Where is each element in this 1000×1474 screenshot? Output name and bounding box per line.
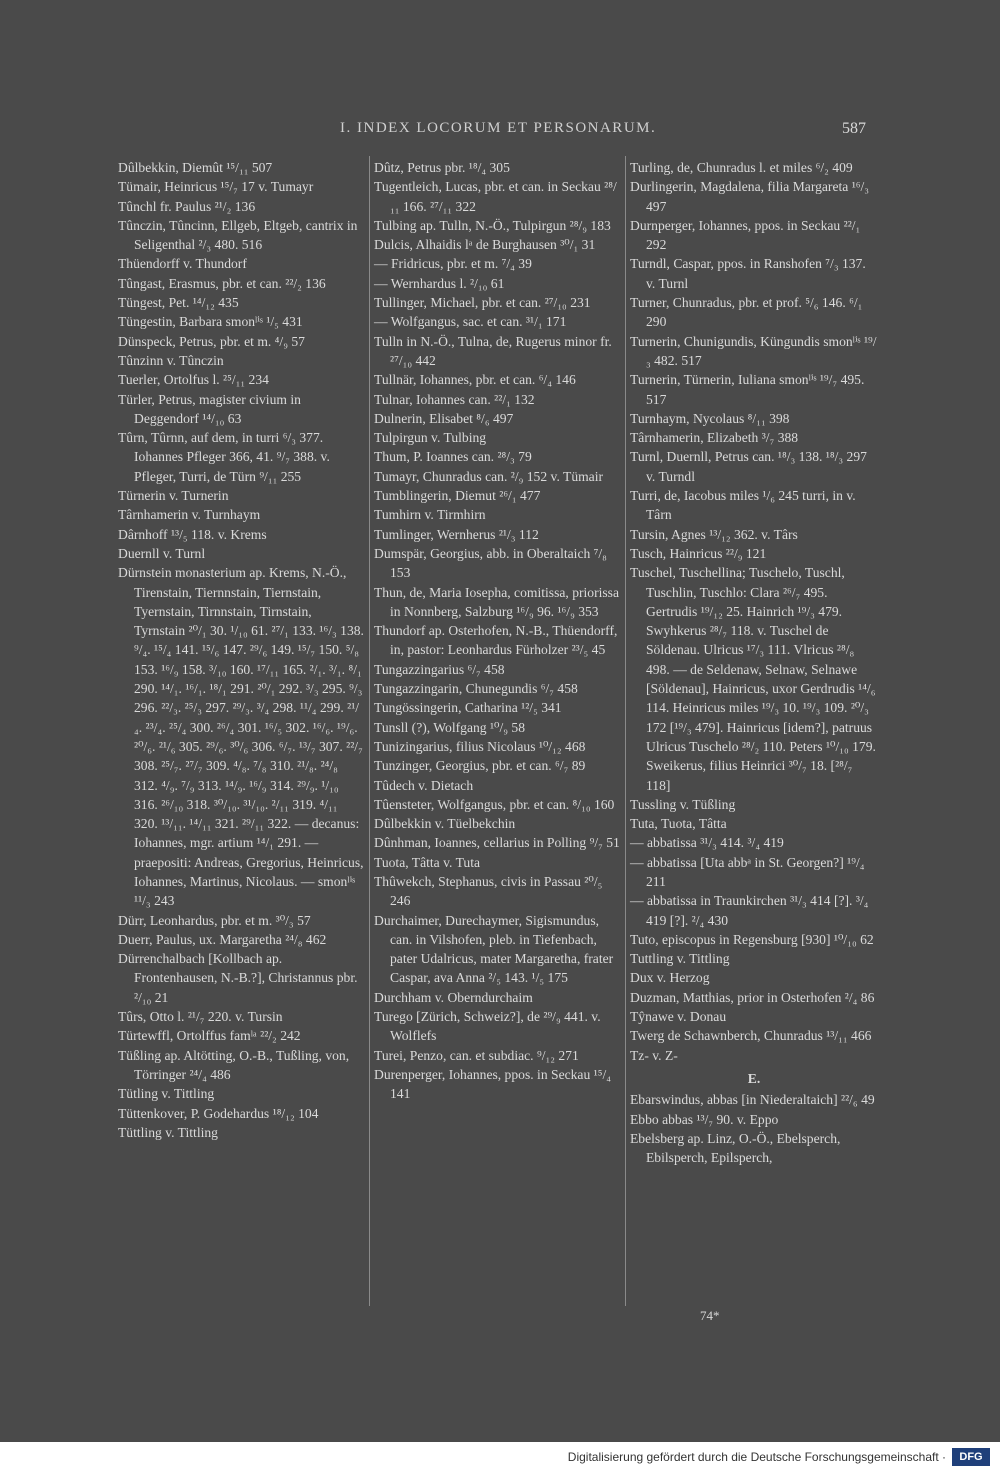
index-entry: Dürr, Leonhardus, pbr. et m. ³⁰/₃ 57 [118,912,311,928]
index-entry: Dux v. Herzog [630,970,710,986]
index-entry: Tulpirgun v. Tulbing [374,430,487,446]
index-column-1 [118,158,364,1142]
index-entry: Tuttling v. Tittling [630,951,730,967]
sheet-signature: 74* [700,1308,720,1323]
index-entry: Dûlbekkin, Diemût ¹⁵/₁₁ 507 [118,160,273,175]
index-entry: Tungazzingarius ⁶/₇ 458 [374,661,505,677]
index-entry: Tugentleich, Lucas, pbr. et can. in Seckau ²⁸/₁₁ 166. ²⁷/₁₁ 322 [374,179,617,214]
index-entry: Durchham v. Oberndurchaim [374,989,533,1005]
index-entry: Dulnerin, Elisabet ⁸/₆ 497 [374,410,514,426]
page-header [0,120,1000,142]
index-entry: Tûensteter, Wolfgangus, pbr. et can. ⁸/₁₀ 160 [374,796,615,812]
index-entry: Tüttling v. Tittling [118,1124,218,1140]
index-entry: — Wolfgangus, sac. et can. ³¹/₁ 171 [374,314,567,330]
index-entry: Tûnzinn v. Tûnczin [118,352,224,368]
index-entry: — Wernhardus l. ²/₁₀ 61 [374,275,505,291]
index-entry: Turner, Chunradus, pbr. et prof. ⁵/₆ 146. ⁶/₁ 290 [630,295,863,330]
index-entry: Ebelsberg ap. Linz, O.-Ö., Ebelsperch, Ebilsperch, Epilsperch, [630,1130,841,1166]
index-entry: Durnperger, Iohannes, ppos. in Seckau ²²/₁ 292 [630,217,861,253]
index-entry: Tüßling ap. Altötting, O.-B., Tußling, von, Törringer ²⁴/₄ 486 [118,1047,350,1082]
index-entry: Tûnchl fr. Paulus ²¹/₂ 136 [118,198,256,214]
funding-notice: Digitalisierung gefördert durch die Deutsche Forschungsgemeinschaft · [567,1450,946,1464]
index-entry: Dârnhoff ¹³/₅ 118. v. Krems [118,526,267,542]
index-entry: Thüendorff v. Thundorf [118,256,247,272]
index-entry: Tunzinger, Georgius, pbr. et can. ⁶/₇ 89 [374,758,586,774]
index-entry: — Fridricus, pbr. et m. ⁷/₄ 39 [374,256,532,272]
index-entry: Thûwekch, Stephanus, civis in Passau ²⁰/₅ 246 [374,873,603,909]
index-entry: Tŷnawe v. Donau [630,1009,727,1025]
index-entry: — abbatissa ³¹/₃ 414. ³/₄ 419 [630,835,784,851]
index-entry: Târnhamerin v. Turnhaym [118,507,261,523]
index-entry: Tusch, Hainricus ²²/₉ 121 [630,545,767,561]
index-entry: Dûlbekkin v. Tüelbekchin [374,816,516,832]
index-entry: Turling, de, Chunradus l. et miles ⁶/₂ 409 [630,160,853,175]
index-entry: Turnerin, Türnerin, Iuliana smonˡⁱˢ ¹⁹/₇ 495. 517 [630,372,865,407]
index-entry: Turri, de, Iacobus miles ¹/₆ 245 turri, in v. Târn [630,488,856,523]
index-entry: Dürrenchalbach [Kollbach ap. Frontenhausen, N.-B.?], Christannus pbr. ²/₁₀ 21 [118,951,358,1005]
index-entry: Tumayr, Chunradus can. ²/₉ 152 v. Tümair [374,468,604,484]
index-entry: Turego [Zürich, Schweiz?], de ²⁹/₉ 441. v. Wolflefs [374,1009,601,1044]
index-entry: Tulln in N.-Ö., Tulna, de, Rugerus minor fr. ²⁷/₁₀ 442 [374,333,612,368]
index-column-2 [374,158,620,1104]
column-divider [369,156,370,1306]
index-entry: Tuta, Tuota, Tâtta [630,816,727,832]
index-entry: Tüttenkover, P. Godehardus ¹⁸/₁₂ 104 [118,1105,319,1121]
index-entry: Tümair, Heinricus ¹⁵/₇ 17 v. Tumayr [118,179,314,195]
index-entry: Türler, Petrus, magister civium in Deggendorf ¹⁴/₁₀ 63 [118,391,301,426]
index-entry: Türtewffl, Ortolffus famˡᵃ ²²/₂ 242 [118,1028,301,1044]
index-entry: Duernll v. Turnl [118,545,206,561]
index-entry: Tûdech v. Dietach [374,777,474,793]
index-entry: Tûrn, Tûrnn, auf dem, in turri ⁶/₃ 377. Iohannes Pfleger 366, 41. ⁹/₇ 388. v. Pfleger, Turri, de Türn ⁹/₁₁ 255 [118,430,330,484]
index-entry: Türnerin v. Turnerin [118,488,229,504]
index-entry: — abbatissa [Uta abbᵃ in St. Georgen?] ¹⁹/₄ 211 [630,854,865,889]
index-entry: Tüngest, Pet. ¹⁴/₁₂ 435 [118,295,239,311]
index-entry: Tungössingerin, Catharina ¹²/₅ 341 [374,700,562,716]
index-entry: Tuerler, Ortolfus l. ²⁵/₁₁ 234 [118,372,269,388]
index-entry: Tullinger, Michael, pbr. et can. ²⁷/₁₀ 231 [374,295,591,311]
index-entry: Tütling v. Tittling [118,1086,215,1102]
index-entry: Turei, Penzo, can. et subdiac. ⁹/₁₂ 271 [374,1047,579,1063]
index-entry: Ebbo abbas ¹³/₇ 90. v. Eppo [630,1111,779,1127]
index-entry: Thun, de, Maria Iosepha, comitissa, priorissa in Nonnberg, Salzburg ¹⁶/₉ 96. ¹⁶/₉ 353 [374,584,620,619]
index-entry: Tûnczin, Tûncinn, Ellgeb, Eltgeb, cantrix in Seligenthal ²/₃ 480. 516 [118,217,358,253]
index-entry: Thundorf ap. Osterhofen, N.-B., Thüendorff, in, pastor: Leonhardus Fürholzer ²³/₅ 45 [374,623,618,658]
dfg-logo-icon: DFG [952,1448,990,1466]
index-entry: Tulbing ap. Tulln, N.-Ö., Tulpirgun ²⁸/₉ 183 [374,217,611,233]
index-entry: Twerg de Schawnberch, Chunradus ¹³/₁₁ 466 [630,1028,872,1044]
index-entry: Tüngestin, Barbara smonˡⁱˢ ¹/₅ 431 [118,314,303,330]
index-entry: Durlingerin, Magdalena, filia Margareta ¹⁶/₃ 497 [630,179,870,214]
index-entry: Tullnär, Iohannes, pbr. et can. ⁶/₄ 146 [374,372,576,388]
funding-footer [0,1442,1000,1474]
index-entry: Dulcis, Alhaidis lᵃ de Burghausen ³⁰/₁ 31 [374,237,596,253]
index-entry: Tumblingerin, Diemut ²⁶/₁ 477 [374,488,541,504]
index-entry: Tussling v. Tüßling [630,796,736,812]
index-entry: Dürnstein monasterium ap. Krems, N.-Ö., Tirenstain, Tiernnstain, Tiernstain, Tyernstain, Tirnnstain, Tirnstain, Tyrnstain ²⁰/₁ 30. ¹/₁₀ 61. ²⁷/₁ 133. ¹⁶/₃ 138. ⁹/₄. ¹⁵/₄ 141. ¹⁵/₆ 147. ²⁹/₆ 149. ¹⁵/₇ 150. ⁵/₈ 153. ¹⁶/₉ 158. ³/₁₀ 160. ¹⁷/₁₁ 165. ²/₁. ³/₁. ⁸/₁ 290. ¹⁴/₁. ¹⁶/₁. ¹⁸/₁ 291. ²⁰/₁ 292. ³/₃ 295. ⁹/₃ 296. ²²/₃. ²⁵/₃ 297. ²⁹/₃. ³/₄ 298. ¹¹/₄ 299. ²¹/₄. ²³/₄. ²⁵/₄ 300. ²⁶/₄ 301. ¹⁶/₅ 302. ¹⁶/₆. ¹⁹/₆. ²⁰/₆. ²¹/₆ 305. ²⁹/₆. ³⁰/₆ 306. ⁶/₇. ¹³/₇ 307. ²²/₇ 308. ²⁵/₇. ²⁷/₇ 309. ⁴/₈. ⁷/₈ 310. ²¹/₈. ²⁴/₈ 312. ⁴/₉. ⁷/₉ 313. ¹⁴/₉. ¹⁶/₉ 314. ²⁹/₉. ¹/₁₀ 316. ²⁶/₁₀ 318. ³⁰/₁₀. ³¹/₁₀. ²/₁₁ 319. ⁴/₁₁ 320. ¹³/₁₁. ¹⁴/₁₁ 321. ²⁹/₁₁ 322. — decanus: Iohannes, mgr. artium ¹⁴/₁ 291. — praepositi: Andreas, Gregorius, Heinricus, Iohannes, Martinus, Nicolaus. — smonˡⁱˢ ¹¹/₃ 243 [118,565,364,909]
column-divider [625,156,626,1306]
index-entry: Tûrs, Otto l. ²¹/₇ 220. v. Tursin [118,1009,283,1025]
index-entry: Tungazzingarin, Chunegundis ⁶/₇ 458 [374,681,578,697]
index-entry: Dûnhman, Ioannes, cellarius in Polling ⁹/₇ 51 [374,835,620,851]
index-entry: Dumspär, Georgius, abb. in Oberaltaich ⁷/₈ 153 [374,545,607,581]
index-entry: Dünspeck, Petrus, pbr. et m. ⁴/₉ 57 [118,333,305,349]
letter-heading: E. [747,1070,761,1086]
index-entry: Ebarswindus, abbas [in Niederaltaich] ²²/₆ 49 [630,1092,875,1108]
index-entry: Tulnar, Iohannes can. ²²/₁ 132 [374,391,535,407]
index-entry: Tunsll (?), Wolfgang ¹⁰/₉ 58 [374,719,525,735]
index-entry: Duerr, Paulus, ux. Margaretha ²⁴/₈ 462 [118,931,327,947]
index-entry: Tursin, Agnes ¹³/₁₂ 362. v. Târs [630,526,798,542]
index-entry: Tuschel, Tuschellina; Tuschelo, Tuschl, Tuschlin, Tuschlo: Clara ²⁶/₇ 495. Gertrudis ¹⁹/₁₂ 25. Hainrich ¹⁹/₃ 479. Swyhkerus ²⁸/₇ 118. v. Tuschel de Söldenau. Ulricus ¹⁷/₃ 111. Vlricus ²⁸/₈ 498. — de Seldenaw, Selnaw, Selnawe [Söldenau], Hainricus, uxor Gerdrudis ¹⁴/₆ 114. Heinricus miles ¹⁹/₃ 10. ¹⁹/₃ 109. ²⁰/₃ 172 [¹⁹/₃ 479]. Hainricus [idem?], patruus Ulricus Tuschelo ²⁸/₂ 110. Peters ¹⁰/₁₀ 179. Sweikerus, filius Heinrici ³⁰/₇ 18. [²⁸/₇ 118] [630,565,876,793]
index-entry: Dûtz, Petrus pbr. ¹⁸/₄ 305 [374,160,510,175]
index-entry: Tûngast, Erasmus, pbr. et can. ²²/₂ 136 [118,275,326,291]
page-number: 587 [842,120,866,137]
index-column-3 [630,158,878,1167]
index-entry: Turndl, Caspar, ppos. in Ranshofen ⁷/₃ 137. v. Turnl [630,256,866,291]
running-title: I. INDEX LOCORUM ET PERSONARUM. [340,120,657,136]
index-entry: Tz- v. Z- [630,1047,678,1063]
index-entry: Târnhamerin, Elizabeth ³/₇ 388 [630,430,799,446]
index-entry: Tuota, Tâtta v. Tuta [374,854,481,870]
index-entry: Durchaimer, Durechaymer, Sigismundus, can. in Vilshofen, pleb. in Tiefenbach, pater Udalricus, mater Margaretha, frater Caspar, ava Anna ²/₅ 143. ¹/₅ 175 [374,912,614,986]
index-entry: Tuto, episcopus in Regensburg [930] ¹⁰/₁₀ 62 [630,931,874,947]
index-entry: Durenperger, Iohannes, ppos. in Seckau ¹⁵/₄ 141 [374,1066,611,1102]
index-entry: Thum, P. Ioannes can. ²⁸/₃ 79 [374,449,532,465]
index-entry: Turnhaym, Nycolaus ⁸/₁₁ 398 [630,410,790,426]
index-entry: Tumhirn v. Tirmhirn [374,507,486,523]
index-entry: Tunizingarius, filius Nicolaus ¹⁰/₁₂ 468 [374,738,586,754]
index-entry: Duzman, Matthias, prior in Osterhofen ²/₄ 86 [630,989,875,1005]
index-entry: Tumlinger, Wernherus ²¹/₃ 112 [374,526,539,542]
index-entry: Turnl, Duernll, Petrus can. ¹⁸/₃ 138. ¹⁸/₃ 297 v. Turndl [630,449,867,484]
index-entry: — abbatissa in Traunkirchen ³¹/₃ 414 [?]. ³/₄ 419 [?]. ²/₄ 430 [630,893,869,928]
index-entry: Turnerin, Chunigundis, Küngundis smonˡⁱˢ ¹⁹/₃ 482. 517 [630,333,877,368]
